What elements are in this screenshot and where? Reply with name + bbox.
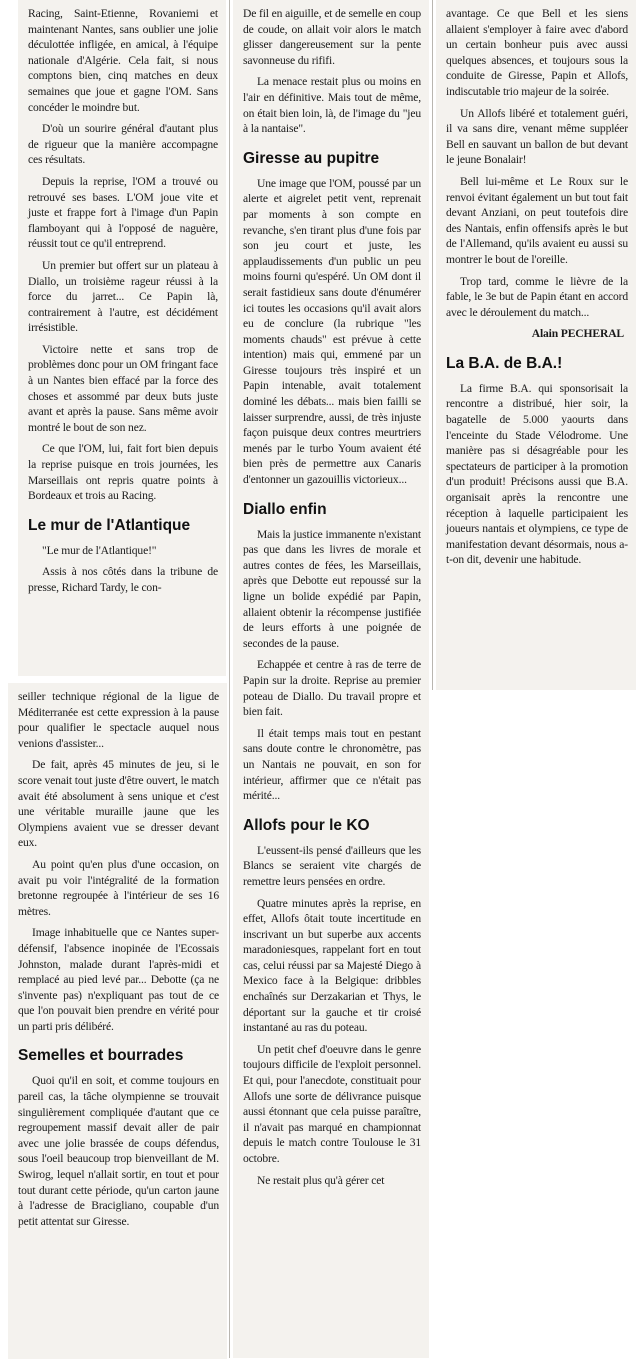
- paragraph: Un Allofs libéré et totalement guéri, il va sans dire, venant même suppléer Bell en sauvant un ballon de but devant le jeune Bonalair!: [446, 106, 628, 167]
- paragraph: Au point qu'en plus d'une occasion, on avait pu voir l'intégralité de la formation bretonne regroupée à l'intérieur de ses 16 mètres.: [18, 857, 219, 918]
- paragraph: Trop tard, comme le lièvre de la fable, le 3e but de Papin étant en accord avec le déroulement du match...: [446, 274, 628, 319]
- paragraph: Ne restait plus qu'à gérer cet: [257, 1173, 385, 1187]
- paragraph-quote: "Le mur de l'Atlantique!": [42, 543, 157, 557]
- paragraph: seiller technique régional de la ligue de Méditerranée est cette expression à la pause pour qualifier le spectacle auquel nous venions d'assister...: [18, 690, 219, 750]
- paragraph: Un petit chef d'oeuvre dans le genre toujours difficile de l'exploit personnel. Et qui, pour l'anecdote, constituait pour Allofs une sorte de délivrance puisque aussi étonnant que cela puisse paraître, il n'avait pas marqué en championnat depuis le match contre Toulouse le 31 octobre.: [243, 1042, 421, 1165]
- paragraph: Racing, Saint-Etienne, Rovaniemi et maintenant Nantes, sans oublier une jolie déculottée infligée, en amical, à l'équipe nationale d'Algérie. Cela fait, si nous comptons bien, cinq matches en deux semaines que joue et gagne l'OM. Sans concéder le moindre but.: [28, 7, 218, 114]
- section-heading-ba-de-ba: La B.A. de B.A.!: [446, 354, 563, 372]
- article-column-2: [233, 0, 429, 1358]
- paragraph: Image inhabituelle que ce Nantes super-défensif, l'absence inopinée de l'Ecossais Johnston, malade durant l'après-midi et remplacé au pied levé par... Debotte (ça ne s'invente pas) n'expliquant pas tout de ce que l'on pouvait bien prendre en vérité pour un parti pris délibéré.: [18, 926, 219, 1033]
- paragraph: Depuis la reprise, l'OM a trouvé ou retrouvé ses bases. L'OM joue vite et juste et frappe fort à l'image d'un Papin flamboyant qui à l'opposé de naguère, réussit tout ce qu'il entreprend.: [28, 174, 218, 251]
- author-signature: Alain PECHERAL: [531, 327, 624, 341]
- section-heading-giresse-pupitre: Giresse au pupitre: [243, 149, 380, 167]
- section-heading-diallo-enfin: Diallo enfin: [243, 500, 327, 518]
- section-heading-mur-atlantique: Le mur de l'Atlantique: [28, 516, 191, 534]
- paragraph: Un premier but offert sur un plateau à Diallo, un troisième rageur réussi à la force du jarret... Ce Papin là, contrairement à l'autre, est décidément irrésistible.: [28, 258, 218, 335]
- paragraph: Victoire nette et sans trop de problèmes donc pour un OM fringant face à un Nantes bien effacé par la force des choses et assommé par deux buts juste avant et après la pause. Sans même avoir montré le bout de son nez.: [28, 342, 218, 434]
- paragraph: Il était temps mais tout en pestant sans doute contre le chronomètre, pas un Nantais ne pouvait, en son for intérieur, affirmer que ce n'était pas mérité...: [243, 726, 421, 803]
- paragraph: L'eussent-ils pensé d'ailleurs que les Blancs se seraient vite chargés de remettre leurs pensées en ordre.: [243, 843, 421, 888]
- section-heading-semelles-bourrades: Semelles et bourrades: [18, 1047, 184, 1065]
- column-divider: [432, 0, 433, 690]
- paragraph: Une image que l'OM, poussé par un alerte et aigrelet petit vent, reprenait par moments à son compte en revanche, s'en tirant plus d'une fois par son jeu court et juste, les applaudissements d'un public un peu moins fourni qu'espéré. Un OM dont il serait fastidieux sans doute d'énumérer ici toutes les occasions qu'il avait alors eu de conclure (la rubrique "les moments chauds" est prévue à cette intention) mais qui, emmené par un Giresse toujours très inspiré et un Papin intenable, avait totalement dominé les débats... mais bien failli se laisser surprendre, aussi, de très injuste façon puisque deux contres meurtriers menés par le turbo Youm avaient été bien près de permettre aux Canaris d'entonner un gazouillis victorieux...: [243, 176, 421, 487]
- paragraph: Ce que l'OM, lui, fait fort bien depuis la reprise puisque en trois journées, les Marseillais ont repris quatre points à Bordeaux et trois au Racing.: [28, 442, 218, 503]
- paragraph: Mais la justice immanente n'existant pas que dans les livres de morale et autres contes de fées, les Marseillais, après que Debotte eut repoussé sur la ligne un bolide expédié par Papin, allaient obtenir la récompense justifiée de leurs efforts à une poignée de secondes de la pause.: [243, 527, 421, 650]
- paragraph: Quatre minutes après la reprise, en effet, Allofs ôtait toute incertitude en inscrivant un but superbe aux accents maradoniesques, rappelant fort en tout cas, celui réussi par sa Majesté Diego à Mexico face à la Belgique: dribbles enchaînés sur Derzakarian et Thys, le déportant sur la gauche et tir croisé instantané au ras du poteau.: [243, 896, 421, 1035]
- paragraph: De fait, après 45 minutes de jeu, si le score venait tout juste d'être ouvert, le match avait été absolument à sens unique et c'est une véritable muraille jaune que les Olympiens avaient vue se dresser devant eux.: [18, 758, 219, 850]
- paragraph: De fil en aiguille, et de semelle en coup de coude, on allait voir alors le match glisser dangereusement sur la pente savonneuse du rififi.: [243, 7, 421, 67]
- article-column-1-bottom: [8, 683, 227, 1359]
- paragraph: La menace restait plus ou moins en l'air en définitive. Mais tout de même, on était bien loin, là, de l'image du "jeu à la nantaise".: [243, 75, 421, 136]
- paragraph: Echappée et centre à ras de terre de Papin sur la droite. Reprise au premier poteau de Diallo. Du travail propre et bien fait.: [243, 658, 421, 719]
- paragraph: avantage. Ce que Bell et les siens allaient s'employer à faire avec d'abord un certain bonheur puis avec aussi quelques absences, et toujours sous la conduite de Giresse, Papin et Allofs, indiscutable trio majeur de la soirée.: [446, 7, 628, 98]
- paragraph: D'où un sourire général d'autant plus de rigueur que la manière accompagne ces résultats.: [28, 122, 218, 167]
- column-divider: [229, 0, 230, 1358]
- section-heading-allofs-ko: Allofs pour le KO: [243, 816, 370, 834]
- paragraph: Assis à nos côtés dans la tribune de presse, Richard Tardy, le con-: [28, 565, 218, 594]
- article-column-3: [436, 0, 636, 690]
- paragraph: Quoi qu'il en soit, et comme toujours en pareil cas, la tâche olympienne se trouvait singulièrement compliquée d'autant que ce regroupement massif devait aller de pair avec une jolie brassée de coups défendus, sous l'oeil beaucoup trop bienveillant de M. Swirog, lequel n'allait sortir, en tout et pour tout durant cette période, qu'un carton jaune à l'adresse de Bracigliano, coupable d'un petit attentat sur Giresse.: [18, 1074, 219, 1228]
- paragraph: La firme B.A. qui sponsorisait la rencontre a distribué, hier soir, la bagatelle de 5.000 yaourts dans l'enceinte du Stade Vélodrome. Une manière pas si désagréable pour les spectateurs de participer à la promotion d'un produit! Précisons aussi que B.A. organisait après la rencontre une réception à laquelle participaient les joueurs nantais et olympiens, ce type de manifestation devant désormais, nous a-t-on dit, devenir une habitude.: [446, 381, 628, 567]
- article-column-1-top: [18, 0, 226, 676]
- paragraph: Bell lui-même et Le Roux sur le renvoi évitant également un but tout fait devant Anziani, on peut toutefois dire des Nantais, enfin offensifs après le but de l'Allemand, qu'ils avaient eu aussi su montrer le bout de l'oreille.: [446, 174, 628, 266]
